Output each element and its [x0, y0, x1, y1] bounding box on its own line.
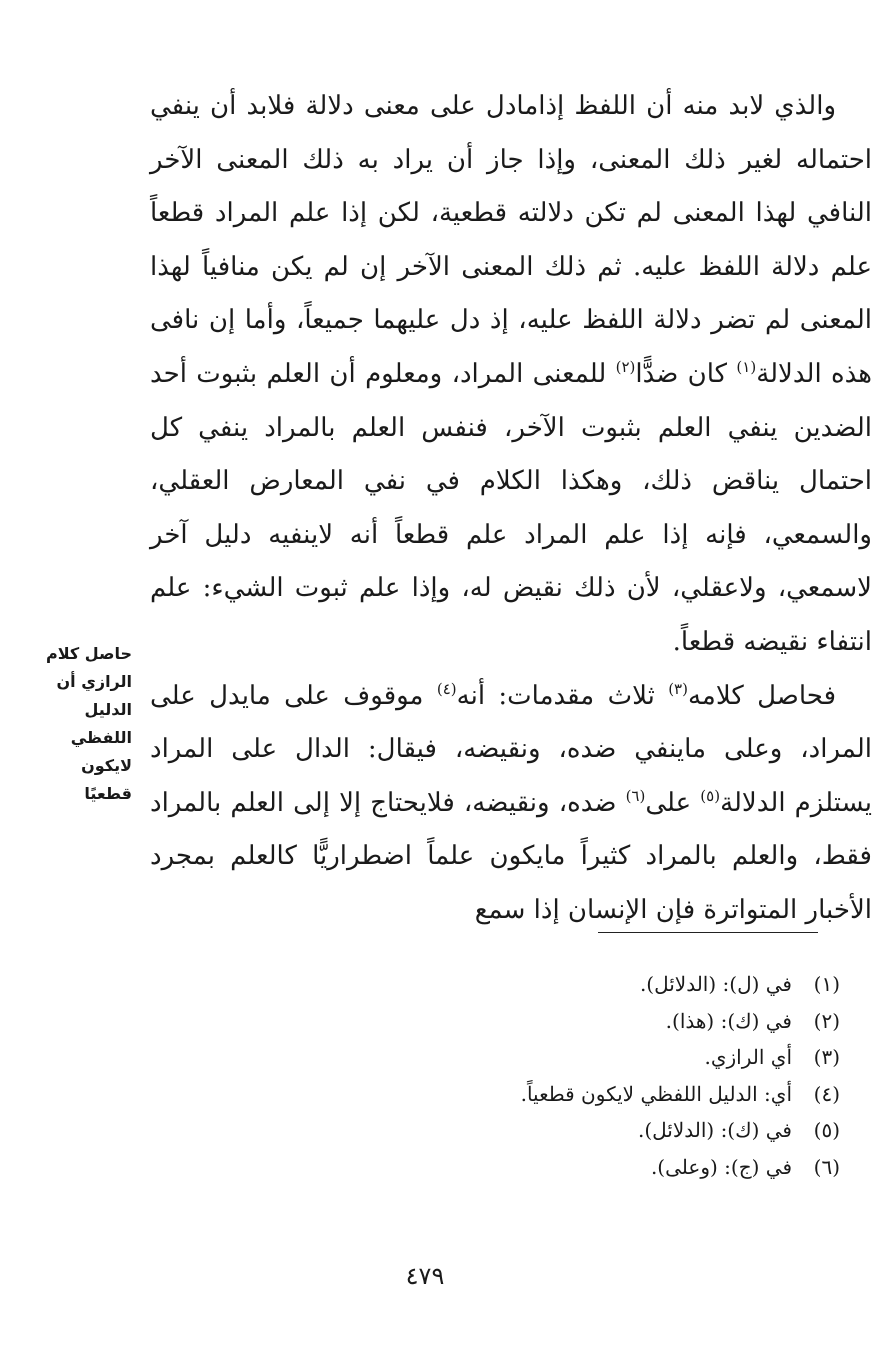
footnote-ref-4: (٤): [436, 679, 457, 698]
footnote-number: (٦): [813, 1154, 840, 1179]
paragraph-2: فحاصل كلامه$^{(٣)}$ ثلاث مقدمات: أنه$^{(٤)}$ موقوف على مايدل على المراد، وعلى ماينفي ضده، ونقيضه، فيقال: الدال على المراد يستلزم الدلالة$^{(٥)}$ على$^{(٦)}$ ضده، ونقيضه، فلايحتاج إلا إلى العلم بالمراد فقط، والعلم بالمراد كثيراً مايكون علماً اضطراريًّا كالعلم بمجرد الأخبار المتواترة فإن الإنسان إذا سمع: [150, 679, 873, 925]
footnote-text: في (ج): (وعلى).: [650, 1154, 792, 1179]
footnote-text: في (ل): (الدلائل).: [639, 972, 792, 996]
main-text: [150, 80, 872, 938]
footnote-number: (٣): [813, 1045, 840, 1070]
footnote-number: (١): [813, 972, 840, 996]
footnote-divider: [598, 932, 818, 933]
footnote-number: (٢): [813, 1008, 840, 1033]
margin-note-line: قطعيًا: [84, 784, 132, 803]
margin-note-line: الرازي أن: [56, 672, 132, 691]
footnote-text: في (ك): (الدلائل).: [637, 1118, 792, 1143]
footnote-ref-1: (١): [736, 357, 757, 376]
margin-note-line: حاصل كلام: [45, 644, 132, 663]
footnote-ref-5: (٥): [700, 786, 721, 805]
footnote-item: [150, 1003, 840, 1040]
footnote-item: [150, 966, 840, 1003]
footnote-item: [150, 1039, 840, 1076]
margin-note-line: لايكون: [81, 756, 132, 775]
footnote-item: [150, 1149, 840, 1186]
footnote-ref-3: (٣): [668, 679, 688, 698]
margin-note-line: الدليل اللفظي: [70, 700, 132, 747]
footnote-number: (٥): [813, 1118, 840, 1143]
paragraph-1: والذي لابد منه أن اللفظ إذامادل على معنى دلالة فلابد أن ينفي احتماله لغير ذلك المعنى، وإذا جاز أن يراد به ذلك المعنى الآخر النافي لهذا المعنى لم تكن دلالته قطعية، لكن إذا علم المراد قطعاً علم دلالة اللفظ عليه. ثم ذلك المعنى الآخر إن لم يكن منافياً لهذا المعنى لم تضر دلالة اللفظ عليه، إذ دل عليهما جميعاً، وأما إن نافى هذه الدلالة$^{(١)}$ كان ضدًّا$^{(٢)}$ للمعنى المراد، ومعلوم أن العلم بثبوت أحد الضدين ينفي العلم بثبوت الآخر، فنفس العلم بالمراد ينفي كل احتمال يناقض ذلك، وهكذا الكلام في نفي المعارض العقلي، والسمعي، فإنه إذا علم المراد علم قطعاً أنه لاينفيه دليل آخر لاسمعي، ولاعقلي، لأن ذلك نقيض له، وإذا علم ثبوت الشيء: علم انتفاء نقيضه قطعاً.: [150, 91, 872, 657]
footnote-text: أي الرازي.: [704, 1045, 792, 1070]
margin-note: [18, 640, 132, 808]
footnotes-list: [150, 966, 840, 1186]
footnote-ref-2: (٢): [615, 357, 636, 376]
footnote-text: في (ك): (هذا).: [665, 1008, 792, 1033]
footnote-ref-6: (٦): [625, 786, 646, 805]
footnote-item: [150, 1112, 840, 1149]
footnote-item: [150, 1076, 840, 1113]
page-number: ٤٧٩: [405, 1262, 445, 1290]
footnote-text: أي: الدليل اللفظي لايكون قطعياً.: [520, 1081, 792, 1106]
footnote-number: (٤): [813, 1081, 840, 1106]
